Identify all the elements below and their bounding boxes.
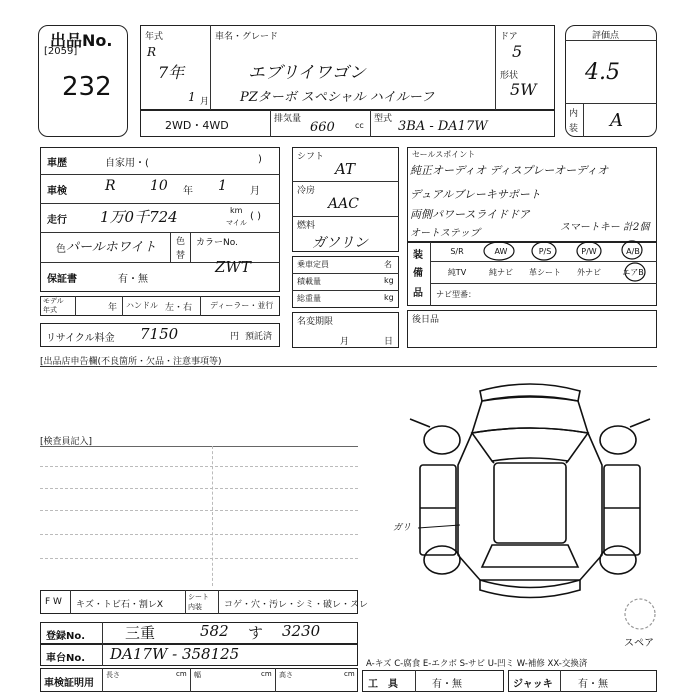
later-items-label: 後日品 <box>412 315 440 325</box>
year-era: R <box>147 45 157 59</box>
inspection-year-unit: 年 <box>183 186 193 197</box>
recycle-unit: 円 <box>230 332 240 342</box>
registration-area: 三重 <box>125 624 156 642</box>
chassis-value: DA17W - 358125 <box>110 645 240 663</box>
shift-label: シフト <box>297 152 325 162</box>
shape-label: 形状 <box>500 71 519 81</box>
chassis-label: 車台No. <box>46 653 86 664</box>
recycle-deposit: 預託済 <box>245 332 273 342</box>
car-diagram <box>400 375 660 615</box>
inspection-month-unit: 月 <box>250 186 260 197</box>
color-prefix: 色 <box>56 244 66 255</box>
load-unit: kg <box>384 276 394 285</box>
model-year-label-2: 年式 <box>43 306 57 314</box>
tools-options: 有・無 <box>432 679 462 690</box>
color-no-label: カラーNo. <box>196 238 238 248</box>
registration-number: 3230 <box>282 622 321 640</box>
model-year-label-1: モデル <box>43 297 64 305</box>
year-label: 年式 <box>145 32 164 42</box>
interior-value: A <box>610 110 623 131</box>
name-change-month: 月 <box>340 337 350 347</box>
cert-height-label: 高さ <box>279 671 293 679</box>
equip-ext-navi: 外ナビ <box>577 268 601 277</box>
fw-text: キズ・トビ石・割レX <box>76 600 163 610</box>
fw-label: F W <box>45 597 62 607</box>
year-month: 1 <box>188 90 196 104</box>
equipment-circles <box>407 240 657 285</box>
dealer-label: ディーラー・並行 <box>210 301 274 310</box>
history-value: 自家用・( <box>105 158 149 169</box>
equip-aw: AW <box>494 247 508 256</box>
interior-label-1: 内 <box>569 109 579 119</box>
recycle-value: 7150 <box>140 325 179 343</box>
aircon-label: 冷房 <box>297 186 316 196</box>
inspection-month: 1 <box>218 178 227 194</box>
fuel-value: ガソリン <box>312 235 368 251</box>
equip-ps: P/S <box>538 247 552 256</box>
displacement-unit: cc <box>355 121 364 130</box>
equip-pw: P/W <box>581 247 597 256</box>
history-label: 車歴 <box>47 158 67 169</box>
equip-airbag: エアB <box>622 268 644 277</box>
seat-label-1: シート <box>188 593 209 601</box>
registration-kana: す <box>248 624 264 642</box>
warranty-options: 有・無 <box>118 274 148 285</box>
aircon-value: AAC <box>328 196 359 212</box>
color-value: パールホワイト <box>66 240 157 255</box>
warranty-label: 保証書 <box>47 274 77 285</box>
selling-point-4: オートステップ <box>410 228 480 239</box>
equipment-label-2: 備 <box>413 268 423 279</box>
mileage-label: 走行 <box>47 215 67 226</box>
year-value: 7年 <box>158 63 185 82</box>
lot-title: 出品No. <box>50 31 113 50</box>
selling-points-label: セールスポイント <box>412 150 476 159</box>
displacement-value: 660 <box>310 120 335 135</box>
jack-label: ジャッキ <box>513 679 553 690</box>
equip-leather: 革シート <box>529 268 561 277</box>
spare-tire-icon <box>620 596 660 632</box>
total-label: 総重量 <box>297 294 321 303</box>
diagram-annotation: ガリ <box>393 523 412 533</box>
selling-point-2: デュアルブレーキサポート <box>410 188 541 201</box>
jack-options: 有・無 <box>578 679 608 690</box>
cert-height-unit: cm <box>344 670 355 678</box>
model-grade: PZターボ スペシャル ハイルーフ <box>240 90 435 105</box>
color-change-1: 色 <box>176 237 186 247</box>
equip-navi: 純ナビ <box>489 268 513 277</box>
doors-value: 5 <box>512 42 523 61</box>
cert-width-label: 幅 <box>194 671 201 679</box>
lot-number: 232 <box>62 72 112 102</box>
handle-label: ハンドル <box>126 301 158 310</box>
equipment-label-3: 品 <box>413 288 423 299</box>
cert-length-label: 長さ <box>106 671 120 679</box>
year-month-unit: 月 <box>200 97 210 107</box>
registration-class: 582 <box>200 622 229 640</box>
type-label: 型式 <box>374 114 393 124</box>
equip-ab: A/B <box>626 247 640 256</box>
inspection-label: 車検 <box>47 186 67 197</box>
registration-label: 登録No. <box>46 631 86 642</box>
passengers-unit: 名 <box>384 260 392 269</box>
total-unit: kg <box>384 293 394 302</box>
inspection-era: R <box>105 178 116 194</box>
drive-text: 2WD・4WD <box>165 119 229 132</box>
fuel-label: 燃料 <box>297 221 316 231</box>
model-year-unit: 年 <box>108 303 118 313</box>
mileage-value: 1万0千724 <box>100 208 178 226</box>
seat-text: コゲ・穴・汚レ・シミ・破レ・スレ <box>224 600 369 610</box>
navi-model-label: ナビ型番： <box>436 290 476 299</box>
spare-label: スペア <box>624 638 654 649</box>
mileage-unit: km <box>230 206 243 215</box>
load-label: 積載量 <box>297 277 321 286</box>
selling-point-1: 純正オーディオ ディスプレーオーディオ <box>410 164 609 177</box>
passengers-label: 乗車定員 <box>297 260 329 269</box>
cert-length-unit: cm <box>176 670 187 678</box>
inspector-label: [検査員記入] <box>40 437 93 447</box>
displacement-label: 排気量 <box>274 114 302 124</box>
damage-legend: A-キズ C-腐食 E-エクボ S-サビ U-凹ミ W-補修 XX-交換済 <box>366 659 588 669</box>
color-no-value: ZWT <box>215 258 251 276</box>
recycle-label: リサイクル料金 <box>46 333 115 344</box>
model-label: 車名・グレード <box>215 32 279 42</box>
history-close: ) <box>258 154 262 165</box>
mileage-alt-unit: マイル <box>226 219 247 227</box>
cert-width-unit: cm <box>261 670 272 678</box>
equip-sr: S/R <box>450 247 464 256</box>
mileage-paren: ( ) <box>250 211 261 222</box>
name-change-label: 名変期限 <box>297 317 334 327</box>
shape-value: 5W <box>510 80 537 99</box>
score-value: 4.5 <box>585 60 620 85</box>
tools-label: 工 具 <box>368 679 398 690</box>
interior-label-2: 装 <box>569 124 579 134</box>
shift-value: AT <box>335 160 356 178</box>
seat-label-2: 内装 <box>188 603 202 611</box>
color-change-2: 替 <box>176 251 186 261</box>
equipment-label-1: 装 <box>413 250 423 261</box>
name-change-day: 日 <box>384 337 394 347</box>
type-value: 3BA - DA17W <box>398 119 488 134</box>
report-label: [出品店申告欄(不良箇所・欠品・注意事項等) <box>40 357 222 367</box>
score-label: 評価点 <box>592 31 620 41</box>
doors-label: ドア <box>500 32 518 42</box>
later-items-box <box>407 310 657 348</box>
handle-options: 左・右 <box>165 303 193 313</box>
lot-code: [2059] <box>44 46 78 57</box>
selling-point-5: スマートキー 計2個 <box>560 222 650 233</box>
equip-tv: 純TV <box>447 268 467 277</box>
inspection-year: 10 <box>150 178 168 194</box>
selling-point-3: 両側パワースライドドア <box>410 208 530 221</box>
cert-label: 車検証明用 <box>44 678 94 689</box>
model-name: エブリイワゴン <box>248 63 366 83</box>
